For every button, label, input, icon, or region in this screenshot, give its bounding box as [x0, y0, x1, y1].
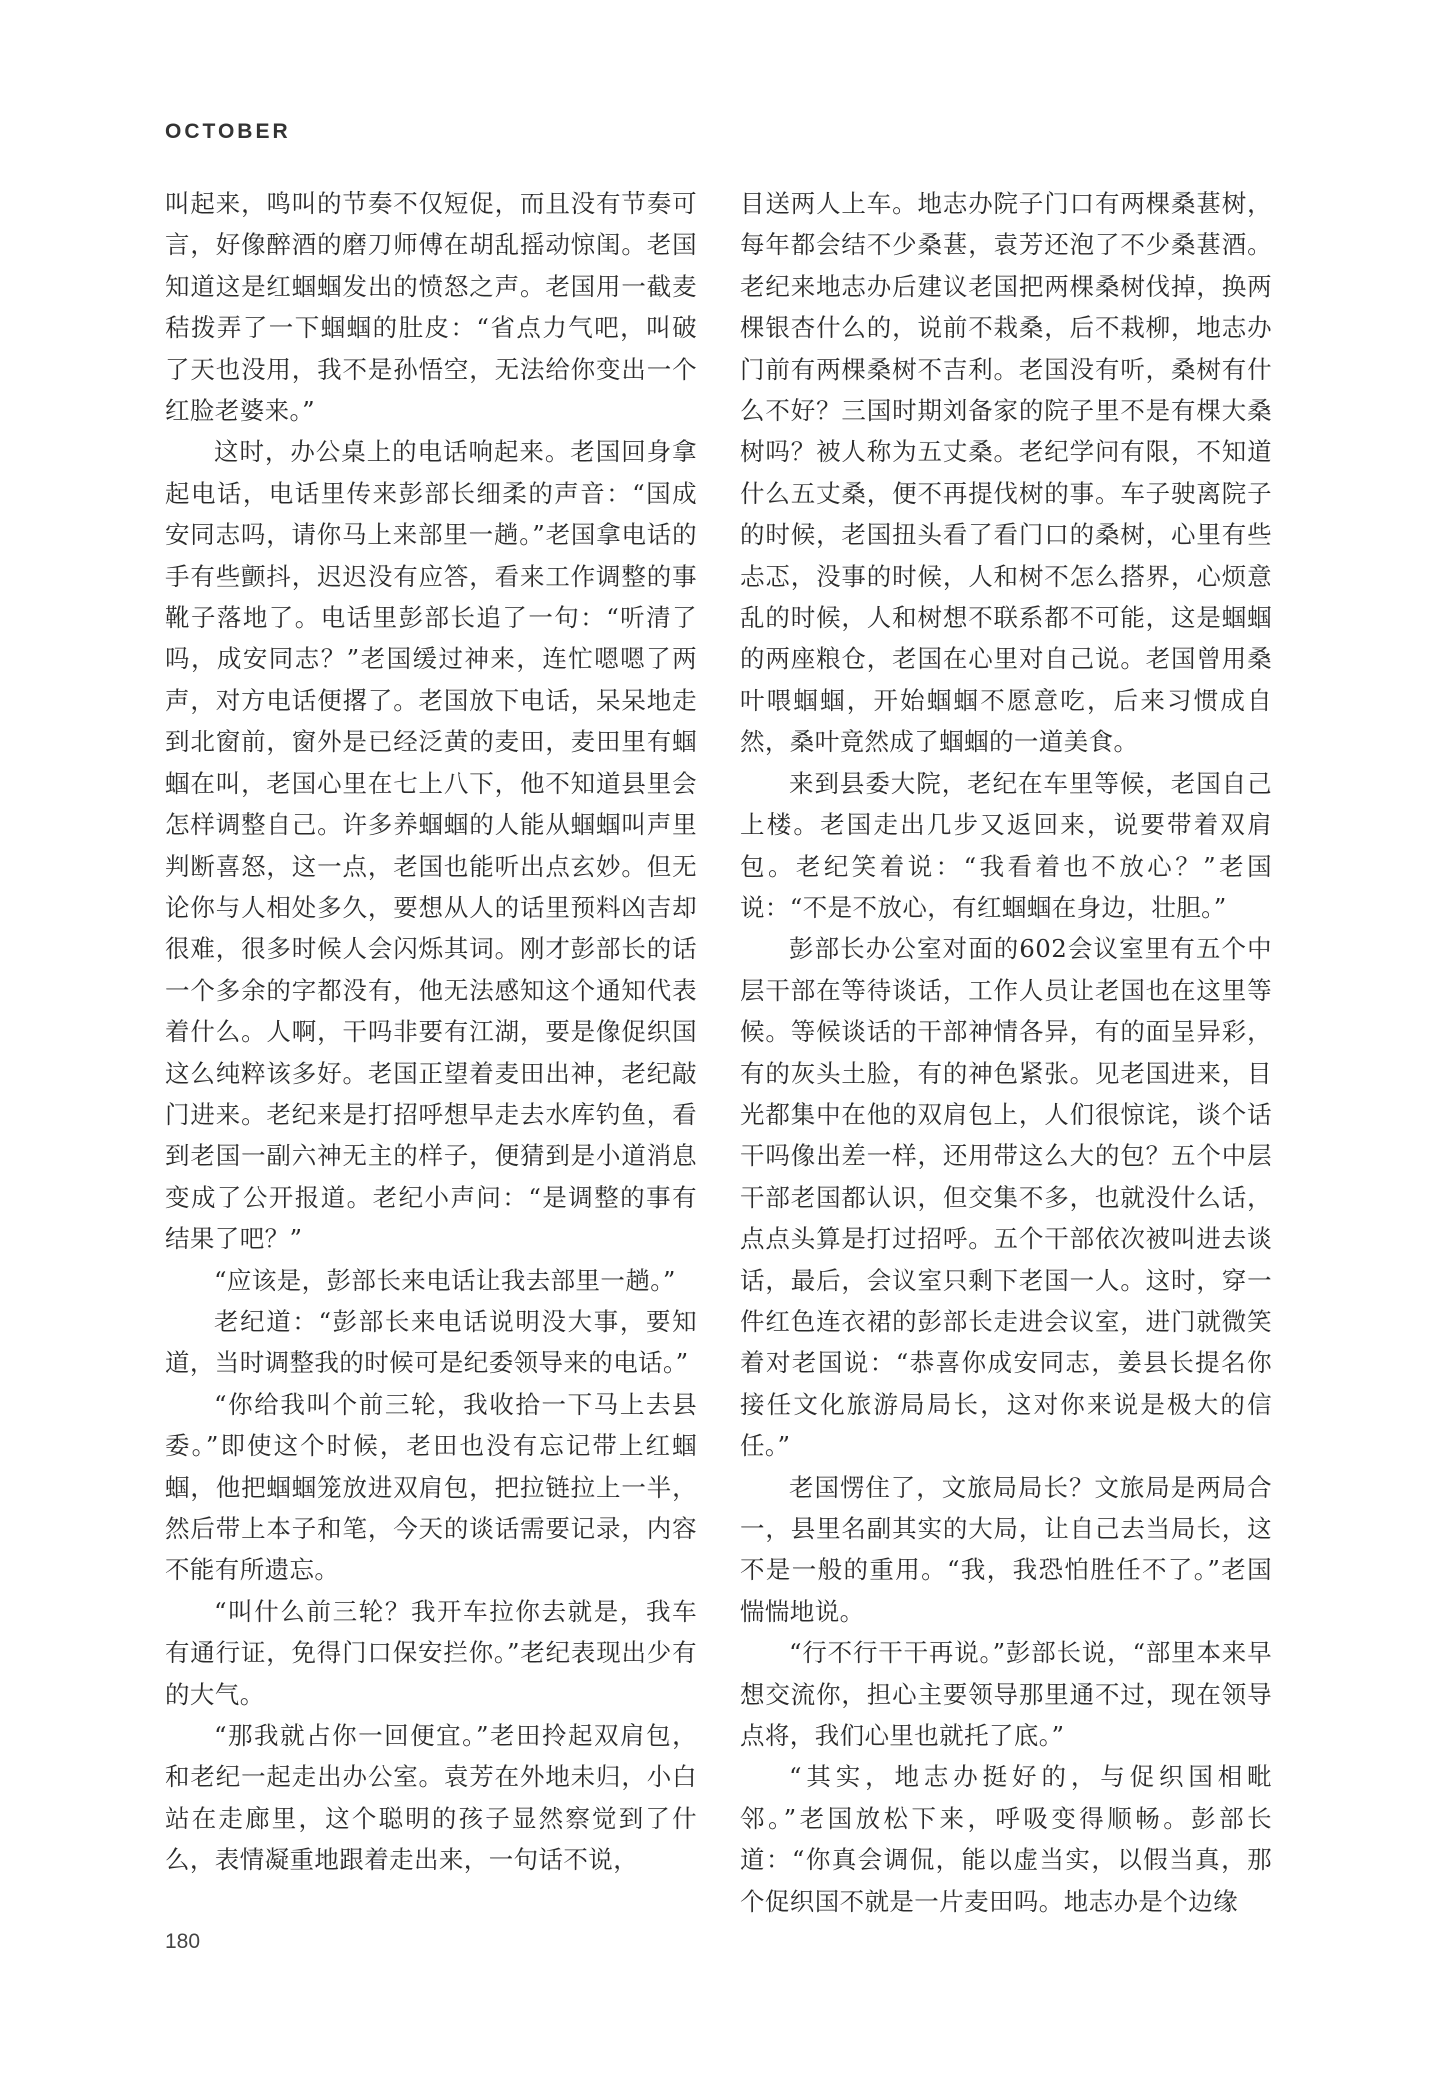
paragraph: 叫起来，鸣叫的节奏不仅短促，而且没有节奏可言，好像醉酒的磨刀师傅在胡乱摇动惊闺。老国知道这是红蝈蝈发出的愤怒之声。老国用一截麦秸拨弄了一下蝈蝈的肚皮：“省点力气吧，叫破了天也没用，我不是孙悟空，无法给你变出一个红脸老婆来。”	[165, 189, 697, 426]
paragraph: “行不行干干再说。”彭部长说，“部里本来早想交流你，担心主要领导那里通不过，现在领导点将，我们心里也就托了底。”	[740, 1638, 1272, 1751]
paragraph: 老纪道：“彭部长来电话说明没大事，要知道，当时调整我的时候可是纪委领导来的电话。”	[165, 1306, 697, 1378]
paragraph: “应该是，彭部长来电话让我去部里一趟。”	[214, 1265, 676, 1295]
paragraph: 这时，办公桌上的电话响起来。老国回身拿起电话，电话里传来彭部长细柔的声音：“国成安同志吗，请你马上来部里一趟。”老国拿电话的手有些颤抖，迟迟没有应答，看来工作调整的事靴子落地了。电话里彭部长追了一句：“听清了吗，成安同志？”老国缓过神来，连忙嗯嗯了两声，对方电话便撂了。老国放下电话，呆呆地走到北窗前，窗外是已经泛黄的麦田，麦田里有蝈蝈在叫，老国心里在七上八下，他不知道县里会怎样调整自己。许多养蝈蝈的人能从蝈蝈叫声里判断喜怒，这一点，老国也能听出点玄妙。但无论你与人相处多久，要想从人的话里预料凶吉却很难，很多时候人会闪烁其词。刚才彭部长的话一个多余的字都没有，他无法感知这个通知代表着什么。人啊，干吗非要有江湖，要是像促织国这么纯粹该多好。老国正望着麦田出神，老纪敲门进来。老纪来是打招呼想早走去水库钓鱼，看到老国一副六神无主的样子，便猜到是小道消息变成了公开报道。老纪小声问：“是调整的事有结果了吧？”	[165, 437, 697, 1254]
paragraph: “叫什么前三轮？我开车拉你去就是，我车有通行证，免得门口保安拦你。”老纪表现出少有的大气。	[165, 1596, 697, 1709]
right-column	[740, 183, 1272, 1922]
paragraph: 目送两人上车。地志办院子门口有两棵桑葚树，每年都会结不少桑葚，袁芳还泡了不少桑葚酒。老纪来地志办后建议老国把两棵桑树伐掉，换两棵银杏什么的，说前不栽桑，后不栽柳，地志办门前有两棵桑树不吉利。老国没有听，桑树有什么不好？三国时期刘备家的院子里不是有棵大桑树吗？被人称为五丈桑。老纪学问有限，不知道什么五丈桑，便不再提伐树的事。车子驶离院子的时候，老国扭头看了看门口的桑树，心里有些忐忑，没事的时候，人和树不怎么搭界，心烦意乱的时候，人和树想不联系都不可能，这是蝈蝈的两座粮仓，老国在心里对自己说。老国曾用桑叶喂蝈蝈，开始蝈蝈不愿意吃，后来习惯成自然，桑叶竟然成了蝈蝈的一道美食。	[740, 189, 1272, 757]
magazine-header: OCTOBER	[165, 120, 291, 143]
paragraph: 老国愣住了，文旅局局长？文旅局是两局合一，县里名副其实的大局，让自己去当局长，这不是一般的重用。“我，我恐怕胜任不了。”老国惴惴地说。	[740, 1472, 1272, 1626]
paragraph: 彭部长办公室对面的602会议室里有五个中层干部在等待谈话，工作人员让老国也在这里等候。等候谈话的干部神情各异，有的面呈异彩，有的灰头土脸，有的神色紧张。见老国进来，目光都集中在他的双肩包上，人们很惊诧，谈个话干吗像出差一样，还用带这么大的包？五个中层干部老国都认识，但交集不多，也就没什么话，点点头算是打过招呼。五个干部依次被叫进去谈话，最后，会议室只剩下老国一人。这时，穿一件红色连衣裙的彭部长走进会议室，进门就微笑着对老国说：“恭喜你成安同志，姜县长提名你接任文化旅游局局长，这对你来说是极大的信任。”	[740, 934, 1272, 1461]
paragraph: “其实，地志办挺好的，与促织国相毗邻。”老国放松下来，呼吸变得顺畅。彭部长道：“你真会调侃，能以虚当实，以假当真，那个促织国不就是一片麦田吗。地志办是个边缘	[740, 1762, 1272, 1916]
paragraph: “你给我叫个前三轮，我收拾一下马上去县委。”即使这个时候，老田也没有忘记带上红蝈蝈，他把蝈蝈笼放进双肩包，把拉链拉上一半，然后带上本子和笔，今天的谈话需要记录，内容不能有所遗忘。	[165, 1389, 697, 1585]
paragraph: “那我就占你一回便宜。”老田拎起双肩包，和老纪一起走出办公室。袁芳在外地未归，小白站在走廊里，这个聪明的孩子显然察觉到了什么，表情凝重地跟着走出来，一句话不说，	[165, 1721, 697, 1875]
left-column	[165, 183, 697, 1881]
paragraph: 来到县委大院，老纪在车里等候，老国自己上楼。老国走出几步又返回来，说要带着双肩包。老纪笑着说：“我看着也不放心？”老国说：“不是不放心，有红蝈蝈在身边，壮胆。”	[740, 768, 1272, 922]
page-number: 180	[165, 1930, 201, 1953]
